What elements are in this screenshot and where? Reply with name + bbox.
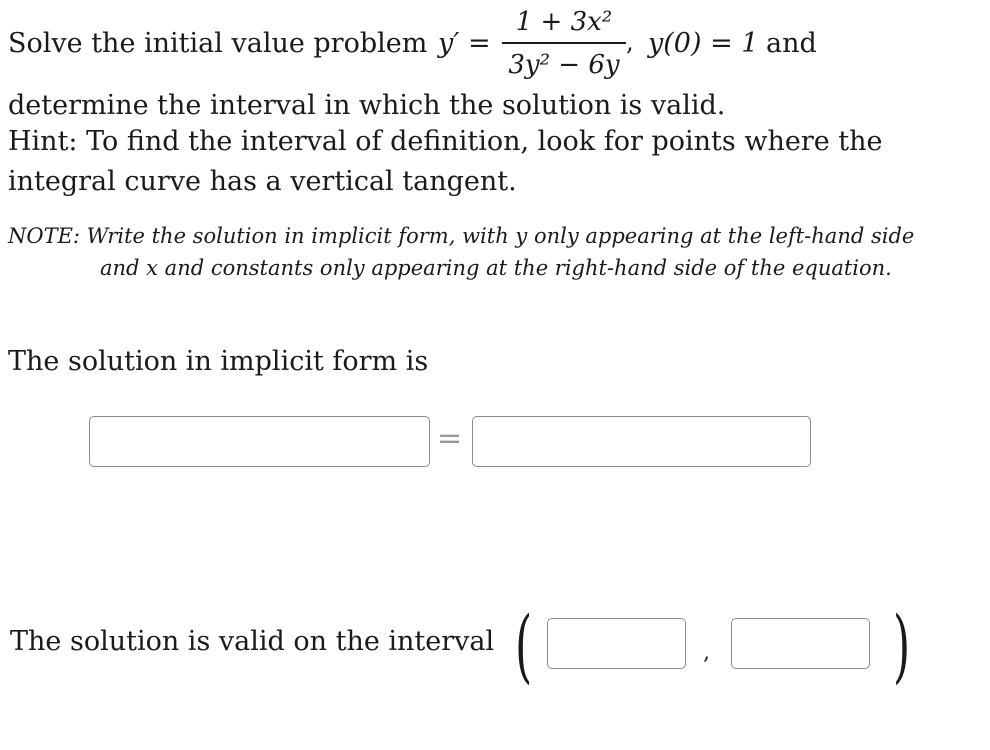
initial-condition: y(0) = 1 xyxy=(648,28,759,59)
interval-comma: , xyxy=(703,640,710,665)
fraction-denominator: 3y² − 6y xyxy=(508,50,620,80)
hint-line-2: integral curve has a vertical tangent. xyxy=(8,166,517,197)
problem-comma: , xyxy=(626,28,634,56)
interval-left-input[interactable] xyxy=(547,618,686,669)
problem-line-2: determine the interval in which the solution is valid. xyxy=(8,90,726,121)
interval-close-paren: ) xyxy=(893,599,911,692)
interval-label: The solution is valid on the interval xyxy=(10,626,495,657)
interval-right-input[interactable] xyxy=(731,618,870,669)
derivative-fraction xyxy=(502,4,626,84)
problem-lhs: y′ = xyxy=(438,28,491,59)
problem-and: and xyxy=(766,28,817,59)
problem-intro: Solve the initial value problem xyxy=(8,28,428,59)
implicit-lhs-input[interactable] xyxy=(89,416,430,467)
hint-line-1: Hint: To find the interval of definition, look for points where the xyxy=(8,126,883,157)
fraction-numerator: 1 + 3x² xyxy=(515,7,613,37)
equals-sign: = xyxy=(437,421,463,456)
implicit-rhs-input[interactable] xyxy=(472,416,811,467)
note-line-1: NOTE: Write the solution in implicit form, with y only appearing at the left-hand side xyxy=(8,224,915,248)
note-line-2: and x and constants only appearing at the right-hand side of the equation. xyxy=(100,256,892,280)
fraction-bar xyxy=(502,42,626,44)
interval-open-paren: ( xyxy=(515,599,533,692)
implicit-form-label: The solution in implicit form is xyxy=(8,346,429,377)
